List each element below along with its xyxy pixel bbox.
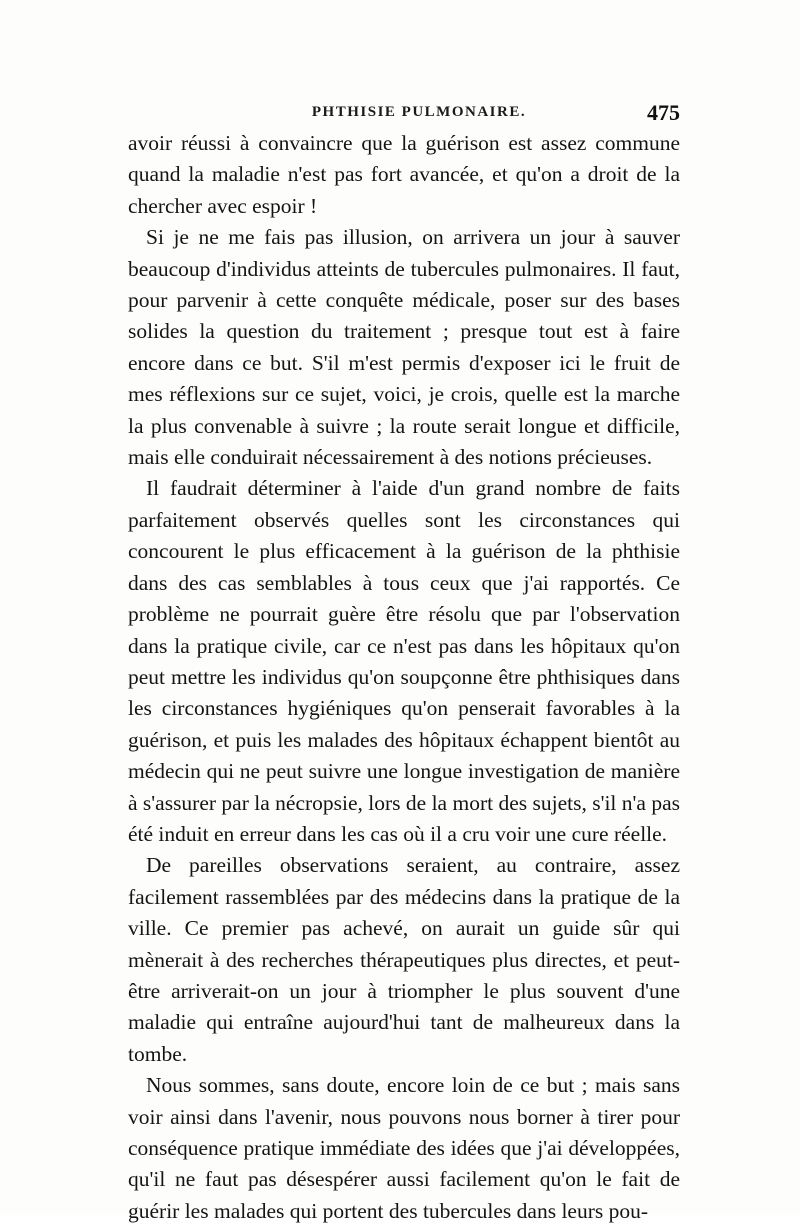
paragraph: Si je ne me fais pas illusion, on arrivera un jour à sauver beaucoup d'individus atteints de tubercules pulmonaires. Il faut, pour parvenir à cette conquête médicale, poser sur des bases solides la question du traitement ; presque tout est à faire encore dans ce but. S'il m'est permis d'exposer ici le fruit de mes réflexions sur ce sujet, voici, je crois, quelle est la marche la plus convenable à suivre ; la route serait longue et difficile, mais elle conduirait nécessairement à des notions précieuses. xyxy=(128,225,680,470)
paragraph: De pareilles observations seraient, au contraire, assez facilement rassemblées par des médecins dans la pratique de la ville. Ce premier pas achevé, on aurait un guide sûr qui mènerait à des recherches thérapeutiques plus directes, et peut-être arriverait-on un jour à triompher le plus souvent d'une maladie qui entraîne aujourd'hui tant de malheureux dans la tombe. xyxy=(128,853,680,1066)
paragraph: Il faudrait déterminer à l'aide d'un grand nombre de faits parfaitement observés quelles sont les circonstances qui concourent le plus efficacement à la guérison de la phthisie dans des cas semblables à tous ceux que j'ai rapportés. Ce problème ne pourrait guère être résolu que par l'observation dans la pratique civile, car ce n'est pas dans les hôpitaux qu'on peut mettre les individus qu'on soupçonne être phthisiques dans les circonstances hygiéniques qu'on penserait favorables à la guérison, et puis les malades des hôpitaux échappent bientôt au médecin qui ne peut suivre une longue investigation de manière à s'assurer par la nécropsie, lors de la mort des sujets, s'il n'a pas été induit en erreur dans les cas où il a cru voir une cure réelle. xyxy=(128,476,680,846)
paragraph-continued: avoir réussi à convaincre que la guérison est assez commune quand la maladie n'est pas fort avancée, et qu'on a droit de la chercher avec espoir ! xyxy=(128,131,680,218)
page-number: 475 xyxy=(647,100,680,125)
body-text xyxy=(128,128,680,1227)
paragraph: Nous sommes, sans doute, encore loin de ce but ; mais sans voir ainsi dans l'avenir, nous pouvons nous borner à tirer pour conséquence pratique immédiate des idées que j'ai développées, qu'il ne faut pas désespérer aussi facilement qu'on le fait de guérir les malades qui portent des tubercules dans leurs pou- xyxy=(128,1073,680,1223)
running-title: PHTHISIE PULMONAIRE. xyxy=(311,104,527,120)
page-header xyxy=(128,100,680,130)
